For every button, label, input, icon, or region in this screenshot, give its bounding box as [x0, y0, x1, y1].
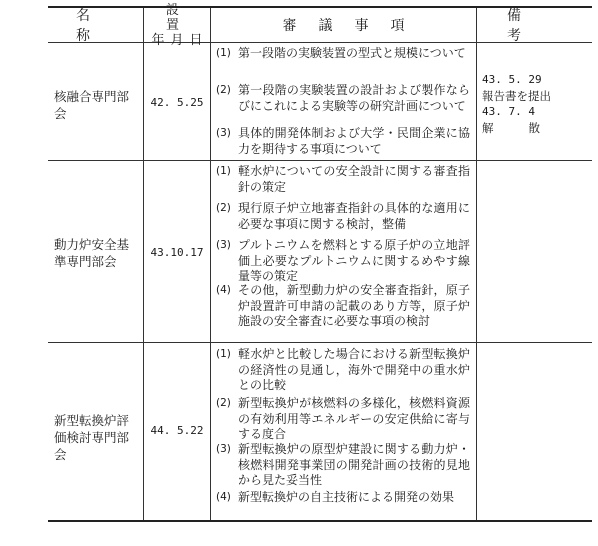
remark-note-part: 散 [528, 121, 540, 135]
item-number: (3) [216, 443, 231, 455]
committee-table [48, 2, 592, 522]
header-date-line1: 設置 [166, 2, 202, 33]
item-number: (2) [216, 84, 231, 96]
column-divider [210, 8, 211, 520]
item-number: (1) [216, 47, 231, 59]
header-name: 名称 [76, 8, 118, 44]
item-number: (1) [216, 348, 231, 360]
row1-date: 42. 5.25 [150, 96, 204, 109]
item-text: 具体的開発体制および大学・民間企業に協力を期待する事項について [238, 126, 470, 156]
row-divider [48, 160, 592, 161]
item-number: (2) [216, 397, 231, 409]
header-established-date [144, 2, 210, 48]
item-text: プルトニウムを燃料とする原子炉の立地評価上必要なプルトニウムに関するめやす線量等の策定 [238, 238, 470, 283]
item-number: (3) [216, 127, 231, 139]
header-date-line2: 年月日 [151, 32, 209, 48]
row1-item3 [216, 126, 470, 157]
item-number: (1) [216, 165, 231, 177]
item-number: (4) [216, 491, 231, 503]
row2-item2 [216, 201, 470, 232]
row3-item4 [216, 490, 470, 506]
item-text: 第一段階の実験装置の設計および製作ならびにこれによる実験等の研究計画について [238, 83, 470, 113]
item-text: 軽水炉についての安全設計に関する審査指針の策定 [238, 164, 470, 194]
item-number: (2) [216, 202, 231, 214]
row2-item3 [216, 238, 470, 285]
row2-item1 [216, 164, 470, 195]
row3-item1 [216, 347, 470, 394]
item-number: (3) [216, 239, 231, 251]
item-text: 新型転換炉の原型炉建設に関する動力炉・核燃料開発事業団の開発計画の技術的見地から見た妥当性 [238, 442, 470, 487]
header-remarks: 備考 [507, 8, 551, 44]
remark-date: 43. 5. 29 [482, 73, 542, 86]
item-number: (4) [216, 284, 231, 296]
row3-item2 [216, 396, 470, 443]
row3-item3 [216, 442, 470, 489]
row1-item1 [216, 46, 470, 62]
header-items: 審議事項 [282, 18, 427, 34]
row-divider [48, 342, 592, 343]
item-text: 第一段階の実験装置の型式と規模について [238, 46, 466, 60]
item-text: 新型転換炉の自主技術による開発の効果 [238, 490, 455, 504]
remark-note: 報告書を提出 [482, 89, 551, 103]
row2-name: 動力炉安全基準専門部会 [54, 237, 130, 269]
row1-remarks [482, 72, 586, 136]
item-text: 現行原子炉立地審査指針の具体的な適用に必要な事項に関する検討，整備 [238, 201, 470, 231]
remark-note-part: 解 [482, 121, 494, 135]
row1-item2 [216, 83, 470, 114]
item-text: 軽水炉と比較した場合における新型転換炉の経済性の見通し，海外で開発中の重水炉との比較 [238, 347, 470, 392]
row3-date: 44. 5.22 [150, 424, 204, 437]
item-text: その他，新型動力炉の安全審査指針，原子炉設置許可申請の記載のあり方等，原子炉施設の安全審査に必要な事項の検討 [238, 283, 470, 328]
column-divider [143, 8, 144, 520]
row2-date: 43.10.17 [150, 246, 204, 259]
column-divider [476, 8, 477, 520]
row2-item4 [216, 283, 470, 330]
item-text: 新型転換炉が核燃料の多様化，核燃料資源の有効利用等エネルギーの安定供給に寄与する度合 [238, 396, 470, 441]
row1-name: 核融合専門部会 [54, 89, 130, 121]
remark-date: 43. 7. 4 [482, 105, 535, 118]
row3-name: 新型転換炉評価検討専門部会 [54, 413, 130, 462]
remark-note [482, 120, 540, 136]
